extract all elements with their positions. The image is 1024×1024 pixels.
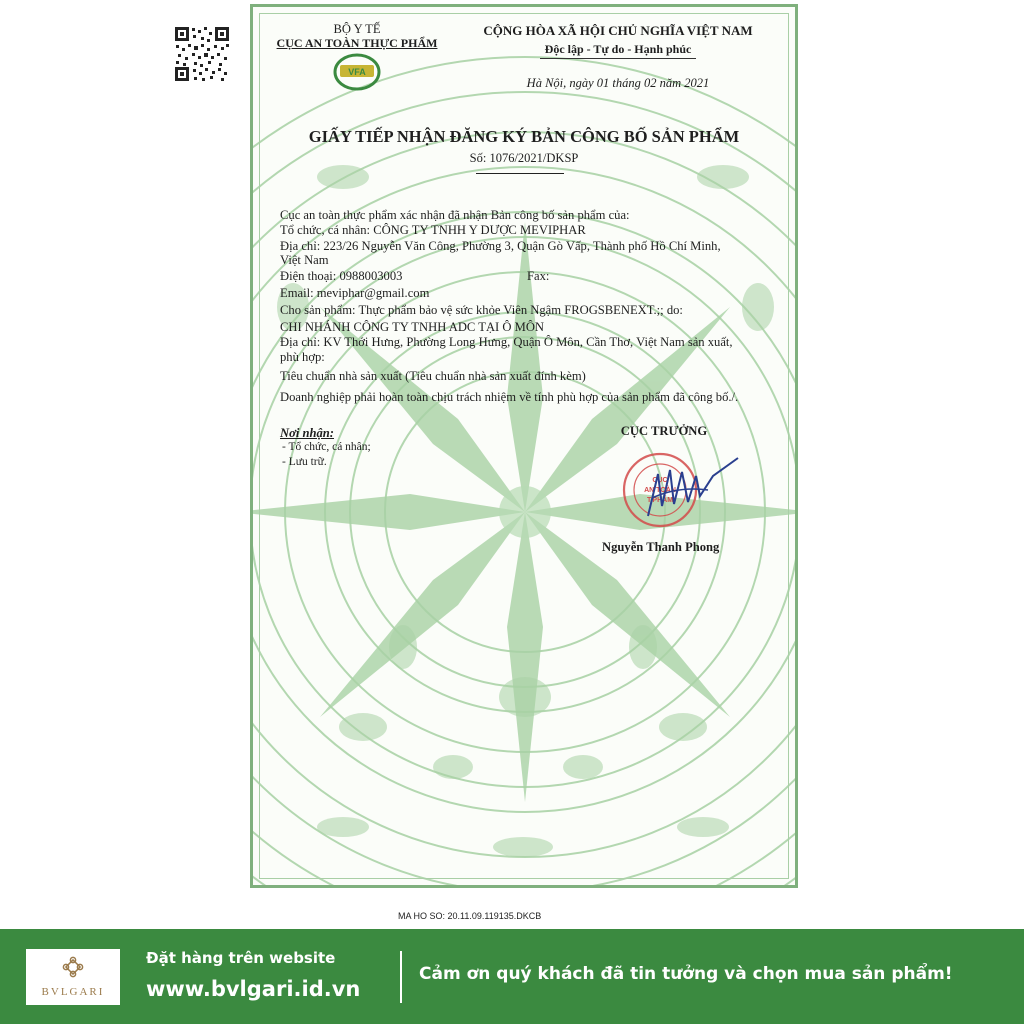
recipient-item-2: - Lưu trữ. [282, 456, 327, 468]
document-number: Số: 1076/2021/DKSP [469, 151, 579, 165]
standard-line: Tiêu chuẩn nhà sản xuất (Tiêu chuẩn nhà sản xuất đính kèm) [280, 369, 586, 383]
fax-line: Fax: [527, 269, 550, 283]
address-line-2: Việt Nam [280, 253, 329, 267]
svg-text:VFA: VFA [348, 67, 366, 77]
department-name: CỤC AN TOÀN THỰC PHẨM [276, 36, 438, 50]
responsibility-line: Doanh nghiệp phải hoàn toàn chịu trách nhiệm về tính phù hợp của sản phẩm đã công bố./. [280, 390, 739, 404]
address-line-1: Địa chỉ: 223/26 Nguyễn Văn Công, Phường 3, Quận Gò Vấp, Thành phố Hồ Chí Minh, [280, 239, 721, 253]
promo-banner [0, 929, 1024, 1024]
title-underline [476, 173, 564, 174]
document-title: GIẤY TIẾP NHẬN ĐĂNG KÝ BẢN CÔNG BỐ SẢN PHẨM [308, 127, 740, 146]
national-motto: Độc lập - Tự do - Hạnh phúc [544, 42, 692, 56]
organization-line: Tổ chức, cá nhân: CÔNG TY TNHH Y DƯỢC MEVIPHAR [280, 223, 586, 237]
intro-text: Cục an toàn thực phẩm xác nhận đã nhận Bản công bố sản phẩm của: [280, 208, 630, 222]
phone-line: Điện thoại: 0988003003 [280, 269, 403, 283]
product-line: Cho sản phẩm: Thực phẩm bảo vệ sức khỏe Viên Ngậm FROGSBENEXT.;; do: [280, 303, 683, 317]
thank-you-message: Cảm ơn quý khách đã tin tưởng và chọn mua sản phẩm! [419, 964, 953, 984]
brand-logo [26, 949, 120, 1005]
recipient-item-1: - Tổ chức, cá nhân; [282, 441, 371, 453]
brand-logo-text: BVLGARI [41, 986, 105, 998]
ministry-name: BỘ Y TẾ [333, 22, 381, 36]
qr-code [174, 26, 230, 82]
order-label: Đặt hàng trên website [146, 949, 336, 967]
branch-line: CHI NHÁNH CÔNG TY TNHH ADC TẠI Ô MÔN [280, 320, 545, 334]
email-line: Email: meviphar@gmail.com [280, 286, 430, 300]
svg-text:AN TOÀN: AN TOÀN [644, 487, 676, 494]
vfa-logo [332, 52, 382, 92]
motto-underline [540, 58, 696, 59]
website-link[interactable]: www.bvlgari.id.vn [146, 977, 361, 1001]
brand-emblem-icon [62, 955, 84, 979]
official-stamp-and-signature [618, 446, 758, 542]
file-code: MA HO SO: 20.11.09.119135.DKCB [398, 911, 542, 921]
branch-address-line-2: phù hợp: [280, 350, 325, 364]
svg-text:T.PHẨM: T.PHẨM [646, 497, 674, 504]
issue-date: Hà Nội, ngày 01 tháng 02 năm 2021 [526, 76, 710, 90]
republic-name: CỘNG HÒA XÃ HỘI CHỦ NGHĨA VIỆT NAM [483, 23, 753, 38]
signatory-name: Nguyễn Thanh Phong [602, 540, 720, 554]
banner-divider [400, 951, 402, 1003]
signatory-role: CỤC TRƯỞNG [620, 424, 708, 438]
branch-address-line-1: Địa chỉ: KV Thới Hưng, Phường Long Hưng, Quận Ô Môn, Cần Thơ, Việt Nam sản xuất, [280, 335, 733, 349]
svg-text:CỤC: CỤC [652, 477, 668, 484]
recipients-heading: Nơi nhận: [280, 426, 335, 440]
